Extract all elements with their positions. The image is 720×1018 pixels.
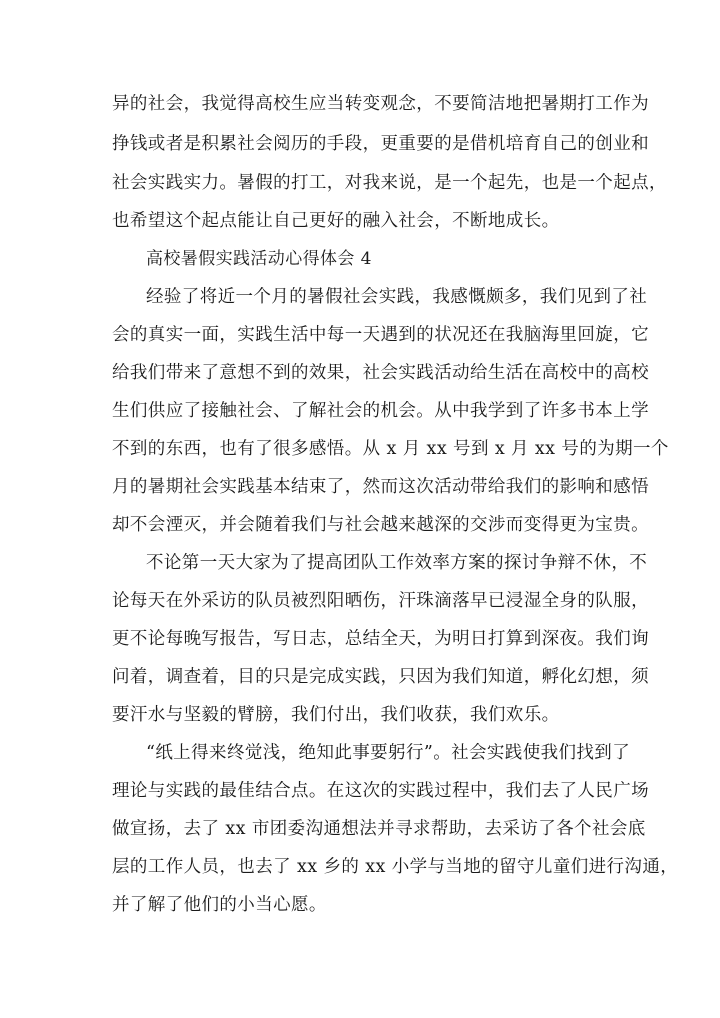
paragraph-line: 不到的东西，也有了很多感悟。从 x 月 xx 号到 x 月 xx 号的为期一个 (112, 439, 669, 459)
paragraph-line: 做宣扬，去了 xx 市团委沟通想法并寻求帮助，去采访了各个社会底 (112, 819, 646, 839)
paragraph-line: “纸上得来终觉浅，绝知此事要躬行”。社会实践使我们找到了 (146, 743, 631, 763)
section-heading: 高校暑假实践活动心得体会 4 (146, 249, 372, 269)
paragraph-line: 经验了将近一个月的暑假社会实践，我感慨颇多，我们见到了社 (146, 287, 648, 307)
paragraph-line: 挣钱或者是积累社会阅历的手段，更重要的是借机培育自己的创业和 (112, 134, 649, 154)
paragraph-line: 层的工作人员，也去了 xx 乡的 xx 小学与当地的留守儿童们进行沟通， (112, 857, 679, 877)
paragraph-line: 问着，调查着，目的只是完成实践，只因为我们知道，孵化幻想，须 (112, 667, 649, 687)
paragraph-line: 给我们带来了意想不到的效果，社会实践活动给生活在高校中的高校 (112, 363, 649, 383)
paragraph-line: 会的真实一面，实践生活中每一天遇到的状况还在我脑海里回旋，它 (112, 325, 649, 345)
paragraph-line: 生们供应了接触社会、了解社会的机会。从中我学到了许多书本上学 (112, 401, 649, 421)
paragraph-line: 并了解了他们的小当心愿。 (112, 895, 327, 915)
paragraph-line: 社会实践实力。暑假的打工，对我来说，是一个起先，也是一个起点， (112, 173, 667, 193)
paragraph-line: 也希望这个起点能让自己更好的融入社会，不断地成长。 (112, 211, 560, 231)
paragraph-line: 论每天在外采访的队员被烈阳晒伤，汗珠滴落早已浸湿全身的队服， (112, 591, 649, 611)
paragraph-line: 理论与实践的最佳结合点。在这次的实践过程中，我们去了人民广场 (112, 781, 649, 801)
paragraph-line: 月的暑期社会实践基本结束了，然而这次活动带给我们的影响和感悟 (112, 477, 649, 497)
paragraph-line: 要汗水与坚毅的臂膀，我们付出，我们收获，我们欢乐。 (112, 705, 560, 725)
paragraph-line: 更不论每晚写报告，写日志，总结全天，为明日打算到深夜。我们询 (112, 629, 649, 649)
paragraph-line: 异的社会，我觉得高校生应当转变观念，不要简洁地把暑期打工作为 (112, 94, 649, 114)
paragraph-line: 不论第一天大家为了提高团队工作效率方案的探讨争辩不休，不 (146, 553, 648, 573)
paragraph-line: 却不会湮灭，并会随着我们与社会越来越深的交涉而变得更为宝贵。 (112, 515, 649, 535)
